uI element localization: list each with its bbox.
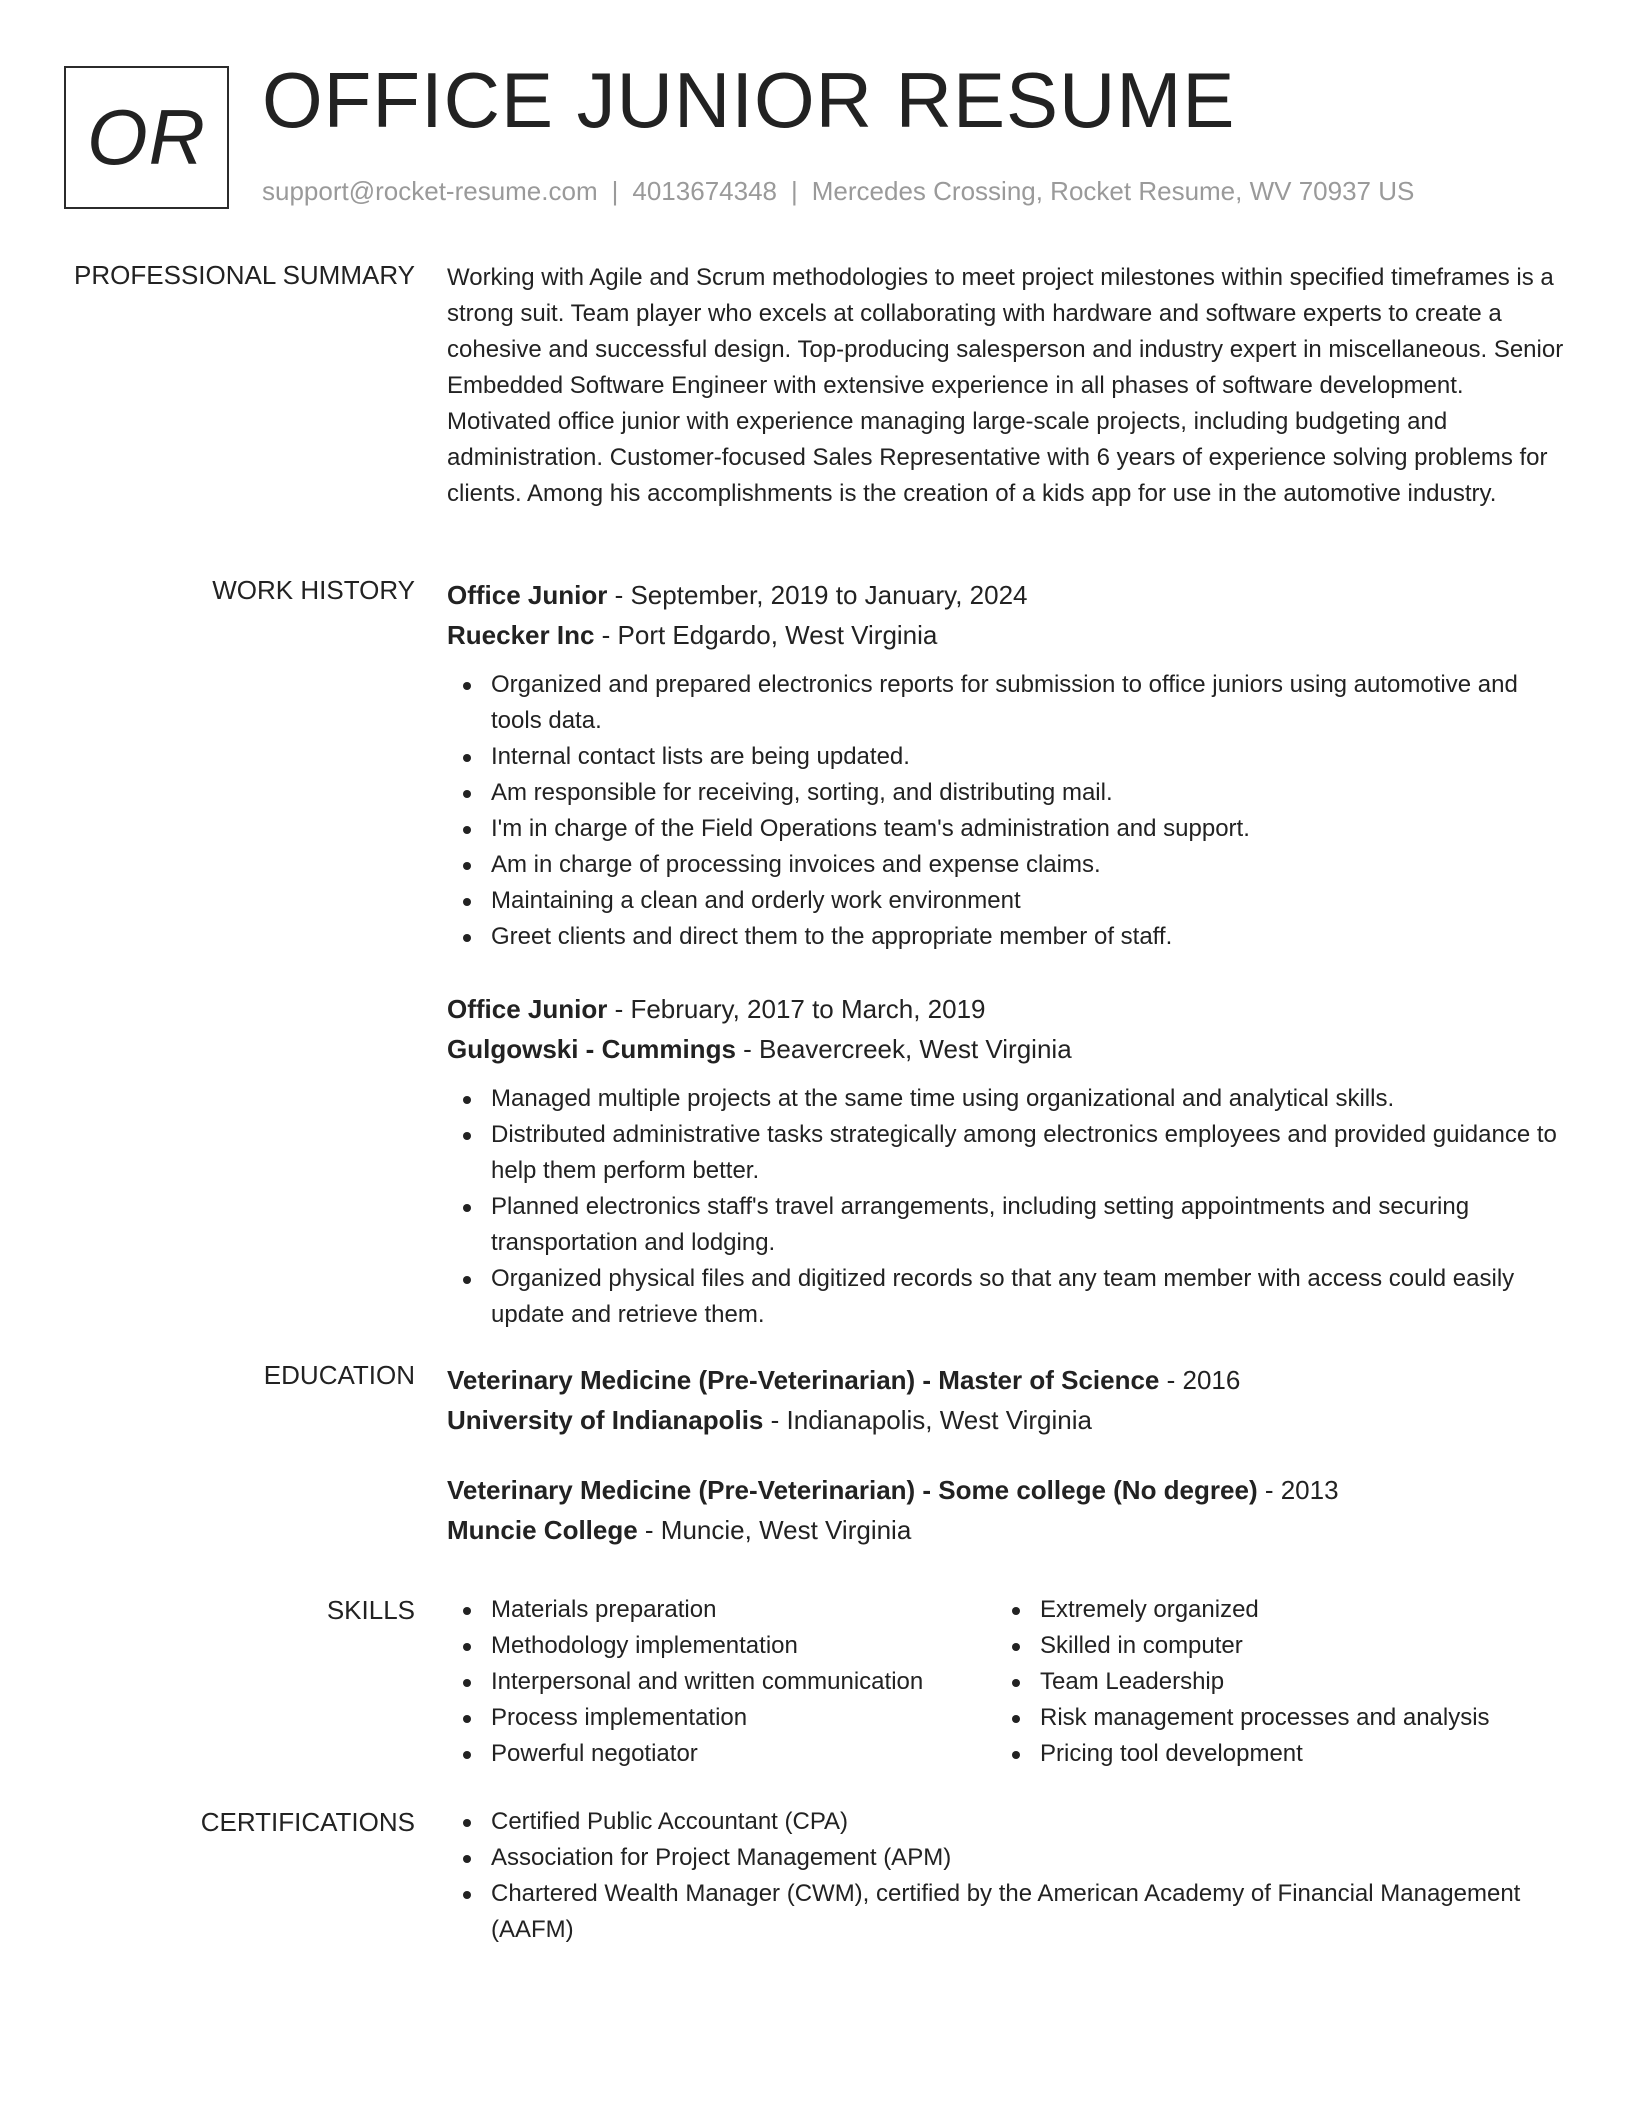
education-location: - Muncie, West Virginia [637,1515,912,1545]
certifications-list [447,1804,1569,1948]
education-entry [447,1470,1569,1550]
education-degree-line [447,1360,1569,1400]
list-item: Process implementation [447,1700,996,1736]
job-bullets [447,667,1569,955]
list-item: Am responsible for receiving, sorting, and distributing mail. [447,775,1569,811]
education-school-line [447,1510,1569,1550]
summary-label: PROFESSIONAL SUMMARY [74,260,415,290]
job-bullets [447,1081,1569,1333]
education-year: - 2016 [1159,1365,1241,1395]
education-school: University of Indianapolis [447,1405,764,1435]
list-item: Materials preparation [447,1592,996,1628]
contact-separator: | [791,176,798,206]
job-dates: - September, 2019 to January, 2024 [607,580,1028,610]
monogram-initials: OR [87,93,206,181]
resume-title: OFFICE JUNIOR RESUME [262,56,1236,144]
list-item: Methodology implementation [447,1628,996,1664]
skills-body [447,1592,1569,1772]
job-title: Office Junior [447,994,608,1024]
job-location: - Beavercreek, West Virginia [735,1034,1072,1064]
job-company: Ruecker Inc [447,620,595,650]
contact-phone: 4013674348 [632,176,777,206]
work-history-label: WORK HISTORY [212,575,415,605]
summary-text: Working with Agile and Scrum methodologies to meet project milestones within specified timeframes is a strong suit. Team player who excels at collaborating with hardware and software experts to create a cohesive and successful design. Top-producing salesperson and industry expert in miscellaneous. Senior Embedded Software Engineer with extensive experience in all phases of software development. Motivated office junior with experience managing large-scale projects, including budgeting and administration. Customer-focused Sales Representative with 6 years of experience solving problems for clients. Among his accomplishments is the creation of a kids app for use in the automotive industry. [447,264,1564,507]
list-item: Greet clients and direct them to the appropriate member of staff. [447,919,1569,955]
job-dates: - February, 2017 to March, 2019 [607,994,986,1024]
list-item: Planned electronics staff's travel arrangements, including setting appointments and securing transportation and lodging. [447,1189,1569,1261]
list-item: Association for Project Management (APM) [447,1840,1569,1876]
job-company-line [447,1029,1569,1069]
education-school-line [447,1400,1569,1440]
education-location: - Indianapolis, West Virginia [763,1405,1092,1435]
skills-label: SKILLS [326,1595,415,1625]
education-degree-line [447,1470,1569,1510]
list-item: Risk management processes and analysis [996,1700,1545,1736]
job-company: Gulgowski - Cummings [447,1034,736,1064]
skills-list [996,1592,1545,1772]
contact-line [262,176,1414,207]
contact-separator: | [611,176,619,206]
education-year: - 2013 [1257,1475,1339,1505]
monogram-box [64,66,229,209]
list-item: Managed multiple projects at the same time using organizational and analytical skills. [447,1081,1569,1117]
list-item: Distributed administrative tasks strategically among electronics employees and provided guidance to help them perform better. [447,1117,1569,1189]
summary-body [447,260,1569,512]
job-title: Office Junior [447,580,608,610]
education-degree: Veterinary Medicine (Pre-Veterinarian) - Master of Science [447,1365,1160,1395]
education-body [447,1360,1569,1550]
contact-email: support@rocket-resume.com [262,176,598,206]
list-item: Am in charge of processing invoices and expense claims. [447,847,1569,883]
list-item: Organized physical files and digitized records so that any team member with access could easily update and retrieve them. [447,1261,1569,1333]
list-item: Team Leadership [996,1664,1545,1700]
skills-column-left [447,1592,996,1772]
education-degree: Veterinary Medicine (Pre-Veterinarian) - Some college (No degree) [447,1475,1258,1505]
list-item: Internal contact lists are being updated. [447,739,1569,775]
contact-address: Mercedes Crossing, Rocket Resume, WV 70937 US [811,176,1415,206]
work-history-body [447,575,1569,1333]
job-title-line [447,989,1569,1029]
job-entry [447,989,1569,1333]
list-item: Skilled in computer [996,1628,1545,1664]
list-item: Interpersonal and written communication [447,1664,996,1700]
certifications-body [447,1804,1569,1948]
education-entry [447,1360,1569,1440]
skills-column-right [996,1592,1545,1772]
list-item: Extremely organized [996,1592,1545,1628]
job-title-line [447,575,1569,615]
skills-list [447,1592,996,1772]
education-school: Muncie College [447,1515,638,1545]
education-label: EDUCATION [263,1360,415,1390]
list-item: Maintaining a clean and orderly work environment [447,883,1569,919]
list-item: Chartered Wealth Manager (CWM), certified by the American Academy of Financial Management (AAFM) [447,1876,1569,1948]
skills-grid [447,1592,1569,1772]
list-item: Organized and prepared electronics reports for submission to office juniors using automotive and tools data. [447,667,1569,739]
certifications-label: CERTIFICATIONS [200,1807,415,1837]
list-item: Powerful negotiator [447,1736,996,1772]
job-entry [447,575,1569,955]
list-item: Pricing tool development [996,1736,1545,1772]
job-company-line [447,615,1569,655]
job-location: - Port Edgardo, West Virginia [594,620,938,650]
list-item: Certified Public Accountant (CPA) [447,1804,1569,1840]
list-item: I'm in charge of the Field Operations team's administration and support. [447,811,1569,847]
